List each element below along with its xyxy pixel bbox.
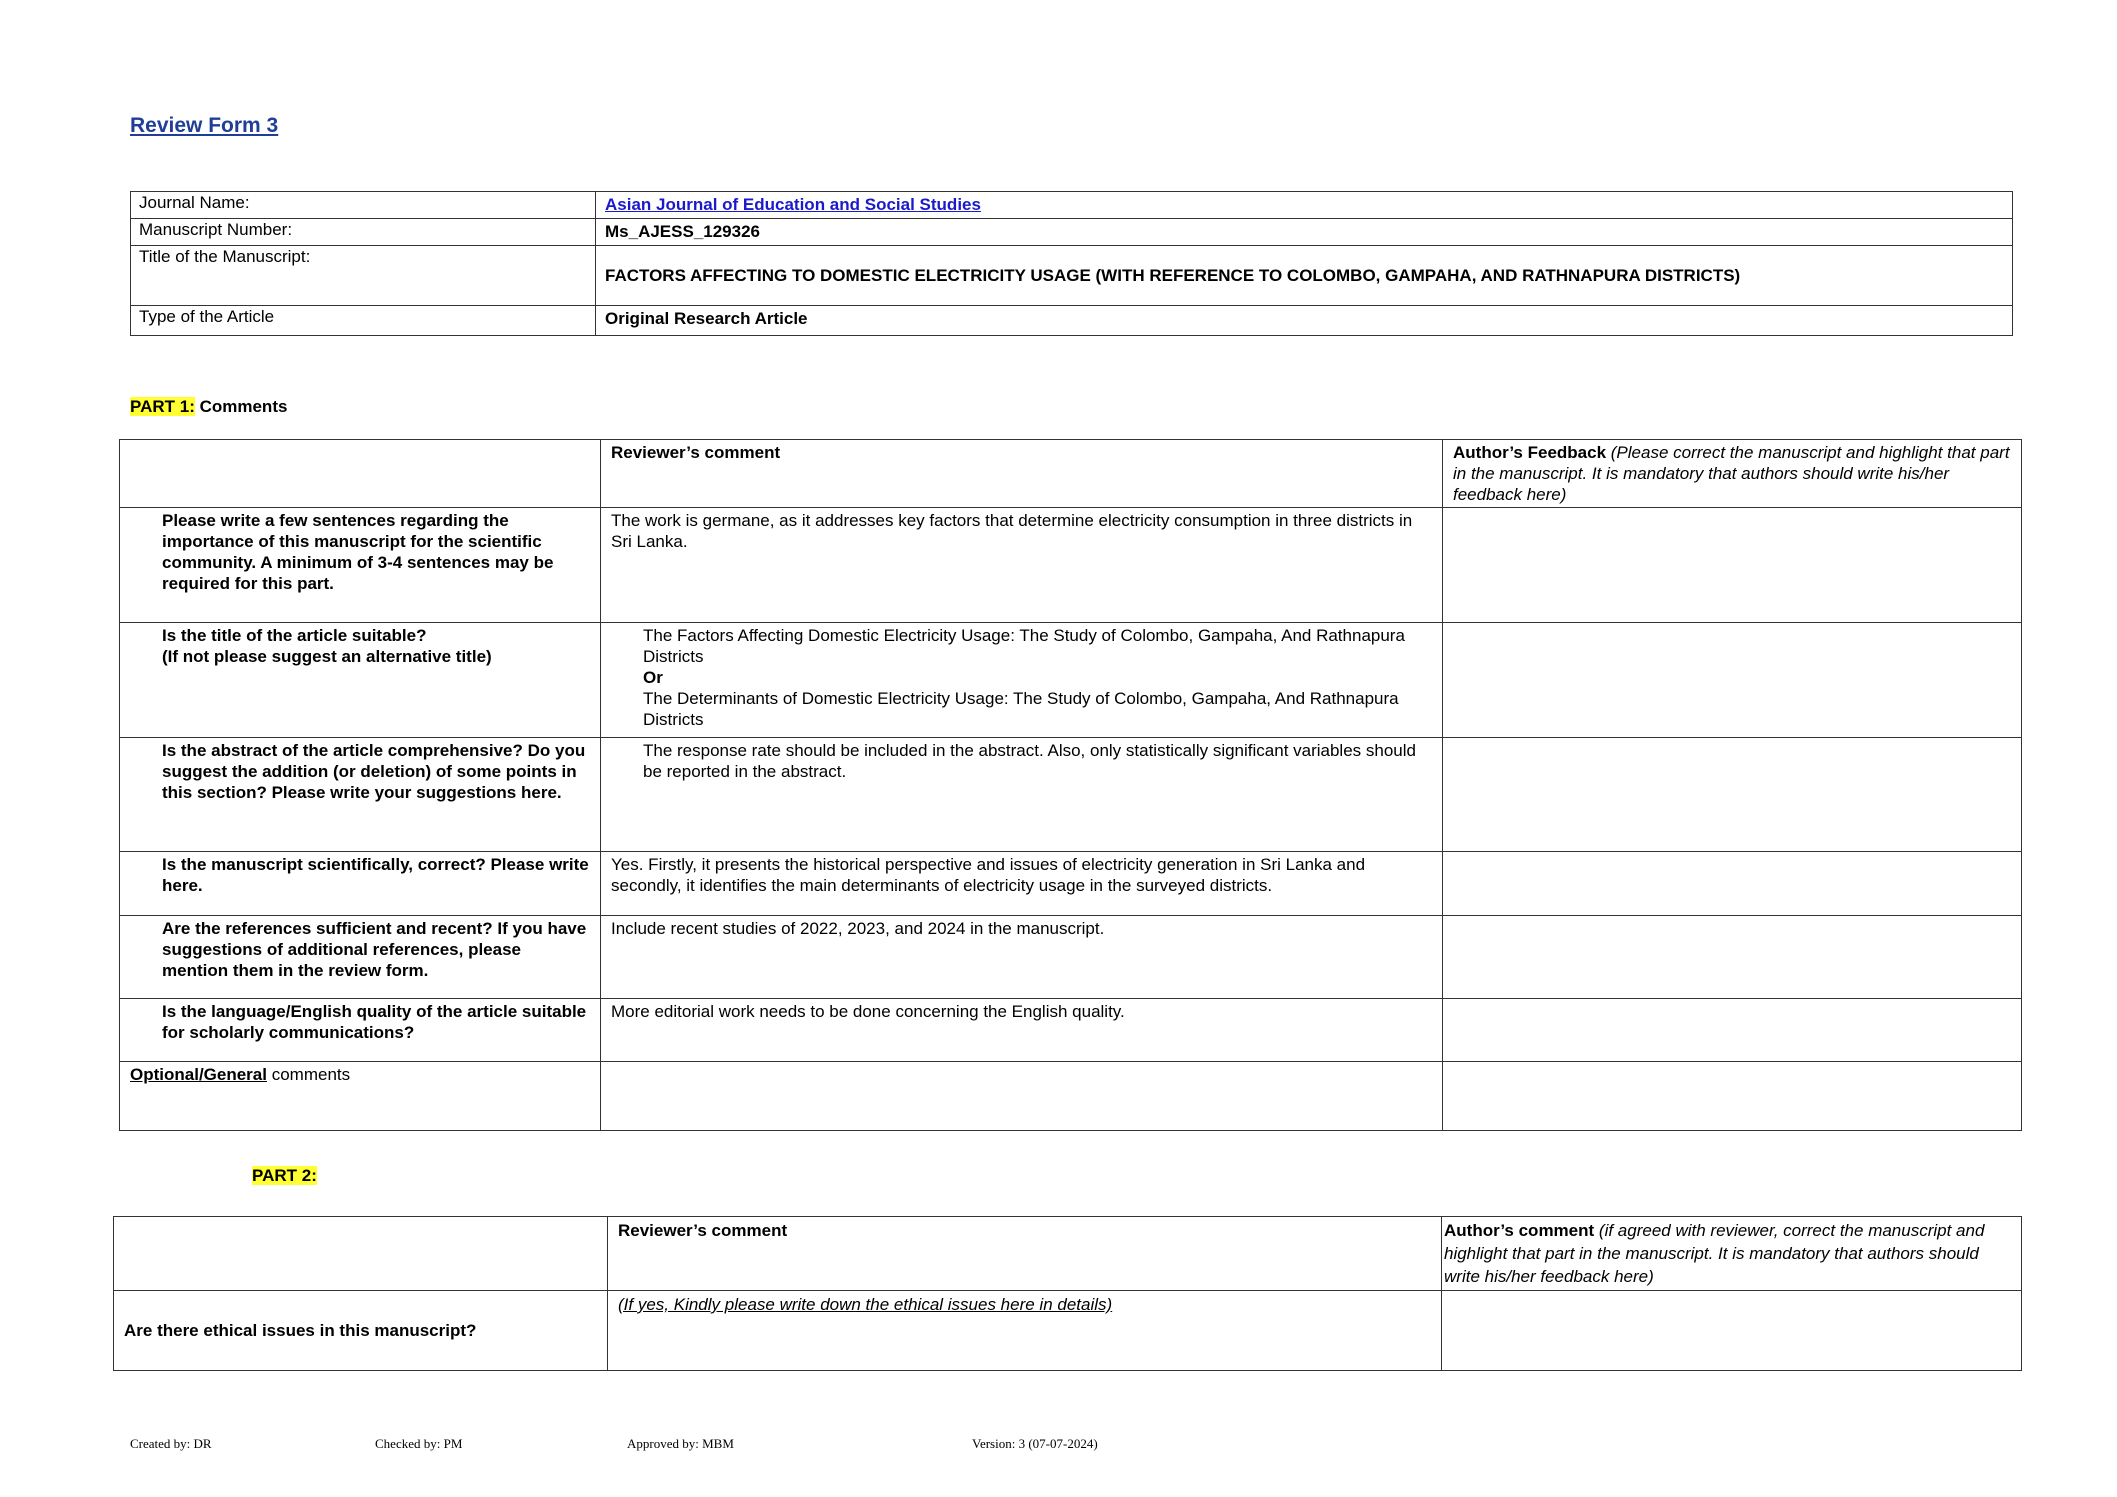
part2-header-row: [114, 1217, 2022, 1291]
author-feedback-header-bold: Author’s Feedback: [1453, 443, 1607, 462]
question-title: [120, 623, 601, 738]
question-scientific: Is the manuscript scientifically, correct? Please write here.: [120, 852, 601, 916]
ethics-row: [114, 1291, 2022, 1371]
journal-link[interactable]: Asian Journal of Education and Social Studies: [605, 195, 981, 214]
part2-label: PART 2:: [252, 1166, 317, 1185]
article-type-value: Original Research Article: [596, 306, 2013, 336]
part2-ethics-table: [113, 1216, 2022, 1371]
alternative-title-2: The Determinants of Domestic Electricity Usage: The Study of Colombo, Gampaha, And Rathnapura Districts: [643, 689, 1399, 729]
part2-author-header-note: (if agreed with reviewer, correct the manuscript and highlight that part in the manuscript. It is mandatory that authors should write his/her feedback here): [1444, 1221, 1985, 1286]
part2-heading: [252, 1166, 317, 1186]
optional-comments-label: [120, 1062, 601, 1131]
part1-heading: [130, 397, 287, 417]
manuscript-number-label: Manuscript Number:: [131, 219, 596, 246]
footer-version: Version: 3 (07-07-2024): [972, 1436, 1098, 1451]
comment-title[interactable]: [601, 623, 1443, 738]
part2-header-empty: [114, 1217, 608, 1291]
optional-comments-suffix: comments: [266, 1065, 351, 1084]
optional-general-label: Optional/General: [130, 1065, 267, 1084]
question-abstract: Is the abstract of the article comprehensive? Do you suggest the addition (or deletion) of some points in this section? Please write your suggestions here.: [120, 738, 601, 852]
comment-importance[interactable]: The work is germane, as it addresses key factors that determine electricity consumption in three districts in Sri Lanka.: [601, 508, 1443, 623]
author-feedback-header-note: (Please correct the manuscript and highlight that part in the manuscript. It is mandatory that authors should write his/her feedback here): [1453, 443, 2010, 504]
journal-row: [131, 192, 2013, 219]
author-feedback-cell[interactable]: [1443, 738, 2022, 852]
table-row: [120, 999, 2022, 1062]
part1-header-empty: [120, 440, 601, 508]
alternative-title-or: Or: [643, 668, 663, 687]
optional-comments-row: [120, 1062, 2022, 1131]
alternative-title-1: The Factors Affecting Domestic Electricity Usage: The Study of Colombo, Gampaha, And Rathnapura Districts: [643, 626, 1405, 666]
question-language: Is the language/English quality of the article suitable for scholarly communications?: [120, 999, 601, 1062]
table-row: [120, 916, 2022, 999]
part1-header-row: [120, 440, 2022, 508]
manuscript-number-value: Ms_AJESS_129326: [596, 219, 2013, 246]
manuscript-title-row: [131, 246, 2013, 306]
comment-abstract[interactable]: The response rate should be included in the abstract. Also, only statistically significant variables should be reported in the abstract.: [601, 738, 1443, 852]
part1-comments-table: [119, 439, 2022, 1131]
footer-checked-by: Checked by: PM: [375, 1436, 463, 1451]
article-type-row: [131, 306, 2013, 336]
author-feedback-cell[interactable]: [1443, 623, 2022, 738]
author-feedback-cell[interactable]: [1443, 852, 2022, 916]
article-type-label: Type of the Article: [131, 306, 596, 336]
optional-author-cell[interactable]: [1443, 1062, 2022, 1131]
footer-approved-by: Approved by: MBM: [627, 1436, 734, 1451]
table-row: [120, 623, 2022, 738]
journal-label: Journal Name:: [131, 192, 596, 219]
author-feedback-header: [1443, 440, 2022, 508]
optional-reviewer-cell[interactable]: [601, 1062, 1443, 1131]
author-feedback-cell[interactable]: [1443, 508, 2022, 623]
question-references: Are the references sufficient and recent? If you have suggestions of additional references, please mention them in the review form.: [120, 916, 601, 999]
table-row: [120, 738, 2022, 852]
reviewer-comment-header: Reviewer’s comment: [601, 440, 1443, 508]
manuscript-number-row: [131, 219, 2013, 246]
part2-author-header: [1442, 1217, 2022, 1291]
ethics-reviewer-cell[interactable]: [608, 1291, 1442, 1371]
author-feedback-cell[interactable]: [1443, 916, 2022, 999]
manuscript-title-label: Title of the Manuscript:: [131, 246, 596, 306]
question-importance: Please write a few sentences regarding the importance of this manuscript for the scientific community. A minimum of 3-4 sentences may be required for this part.: [120, 508, 601, 623]
part1-label: PART 1:: [130, 397, 195, 416]
ethics-hint: (If yes, Kindly please write down the ethical issues here in details): [618, 1295, 1113, 1314]
part1-suffix: Comments: [194, 397, 288, 416]
question-title-line2: (If not please suggest an alternative title): [162, 647, 492, 666]
part2-author-header-bold: Author’s comment: [1444, 1221, 1595, 1240]
form-title: Review Form 3: [130, 114, 279, 137]
comment-references[interactable]: Include recent studies of 2022, 2023, and 2024 in the manuscript.: [601, 916, 1443, 999]
author-feedback-cell[interactable]: [1443, 999, 2022, 1062]
question-title-line1: Is the title of the article suitable?: [162, 626, 427, 645]
ethics-question: Are there ethical issues in this manuscript?: [114, 1291, 608, 1371]
ethics-author-cell[interactable]: [1442, 1291, 2022, 1371]
manuscript-info-table: [130, 191, 2013, 336]
comment-scientific[interactable]: Yes. Firstly, it presents the historical perspective and issues of electricity generation in Sri Lanka and secondly, it identifies the main determinants of electricity usage in the surveyed districts.: [601, 852, 1443, 916]
part2-reviewer-header: Reviewer’s comment: [608, 1217, 1442, 1291]
table-row: [120, 852, 2022, 916]
manuscript-title-value: FACTORS AFFECTING TO DOMESTIC ELECTRICITY USAGE (WITH REFERENCE TO COLOMBO, GAMPAHA, AND RATHNAPURA DISTRICTS): [596, 246, 2013, 306]
comment-language[interactable]: More editorial work needs to be done concerning the English quality.: [601, 999, 1443, 1062]
footer-created-by: Created by: DR: [130, 1436, 212, 1451]
table-row: [120, 508, 2022, 623]
